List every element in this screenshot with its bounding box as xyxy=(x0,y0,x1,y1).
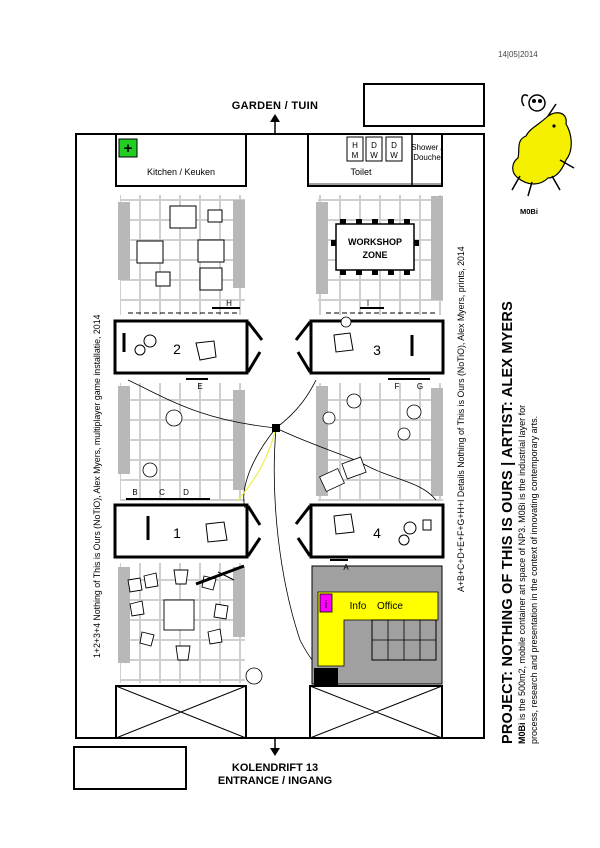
container-2-number: 2 xyxy=(173,341,181,357)
shower-label-1: Shower / xyxy=(411,143,443,152)
description-text: is the 500m2, mobile container art space of NP3. M0Bi is the industrial layer for process, research and presentation in the context of innovating contemporary arts. xyxy=(517,404,539,744)
legend-right-text: A+B+C+D+E+F+G+H+I Details Nothing of This is Ours (NoTiO), Alex Myers, prints, 2014 xyxy=(456,246,466,592)
marker-b: B xyxy=(132,488,138,497)
toilet-d-label: D xyxy=(371,141,377,150)
description xyxy=(516,384,540,744)
toilet-w2-label: W xyxy=(390,151,398,160)
marker-d: D xyxy=(183,488,189,497)
container-1 xyxy=(115,505,247,557)
date-label: 14|05|2014 xyxy=(498,50,538,59)
toilet-h-label: H xyxy=(352,141,358,150)
workshop-zone xyxy=(331,219,419,275)
mobi-logo-text: M0Bi xyxy=(520,207,538,216)
marker-g: G xyxy=(416,382,424,391)
entrance-caption: ENTRANCE / INGANG xyxy=(217,775,333,787)
mobi-logo xyxy=(512,95,574,196)
desk-block xyxy=(314,668,338,686)
marker-h: H xyxy=(226,299,232,308)
entrance-container-right xyxy=(310,686,442,738)
entrance-address: KOLENDRIFT 13 xyxy=(231,762,319,774)
container-3 xyxy=(311,321,443,373)
kitchen-label: Kitchen / Keuken xyxy=(146,167,216,177)
container-4 xyxy=(311,505,443,557)
marker-a: A xyxy=(343,563,349,572)
toilet-w-label: W xyxy=(370,151,378,160)
shower-label-2: Douche xyxy=(413,153,441,162)
toilet-m-label: M xyxy=(351,151,359,160)
garden-label: GARDEN / TUIN xyxy=(231,100,319,112)
toilet-d2-label: D xyxy=(391,141,397,150)
description-brand: M0Bi xyxy=(517,722,527,744)
marker-f: F xyxy=(394,382,400,391)
first-aid-symbol: + xyxy=(123,140,133,157)
marker-i: I xyxy=(366,299,370,308)
info-office-area xyxy=(312,566,442,684)
marker-c: C xyxy=(159,488,165,497)
container-2 xyxy=(115,321,247,373)
marker-e: E xyxy=(197,382,203,391)
toilet-label: Toilet xyxy=(350,167,372,177)
cable-hub xyxy=(272,424,280,432)
workshop-label-1: WORKSHOP xyxy=(348,237,402,247)
legend-left-text: 1+2+3+4 Nothing of This is Ours (NoTiO), Alex Myers, multiplayer game installatie, 2014 xyxy=(92,314,102,658)
workshop-label-2: ZONE xyxy=(362,250,388,260)
project-title: PROJECT: NOTHING OF THIS IS OURS | ARTIST: ALEX MYERS xyxy=(500,301,516,744)
info-icon-symbol: i xyxy=(324,599,328,611)
office-label: Office xyxy=(377,601,403,612)
container-4-number: 4 xyxy=(373,525,381,541)
info-label: Info xyxy=(349,601,367,612)
container-1-number: 1 xyxy=(173,525,181,541)
container-3-number: 3 xyxy=(373,342,381,358)
entrance-container-left xyxy=(116,686,246,738)
garden-arrow-icon xyxy=(270,114,280,134)
